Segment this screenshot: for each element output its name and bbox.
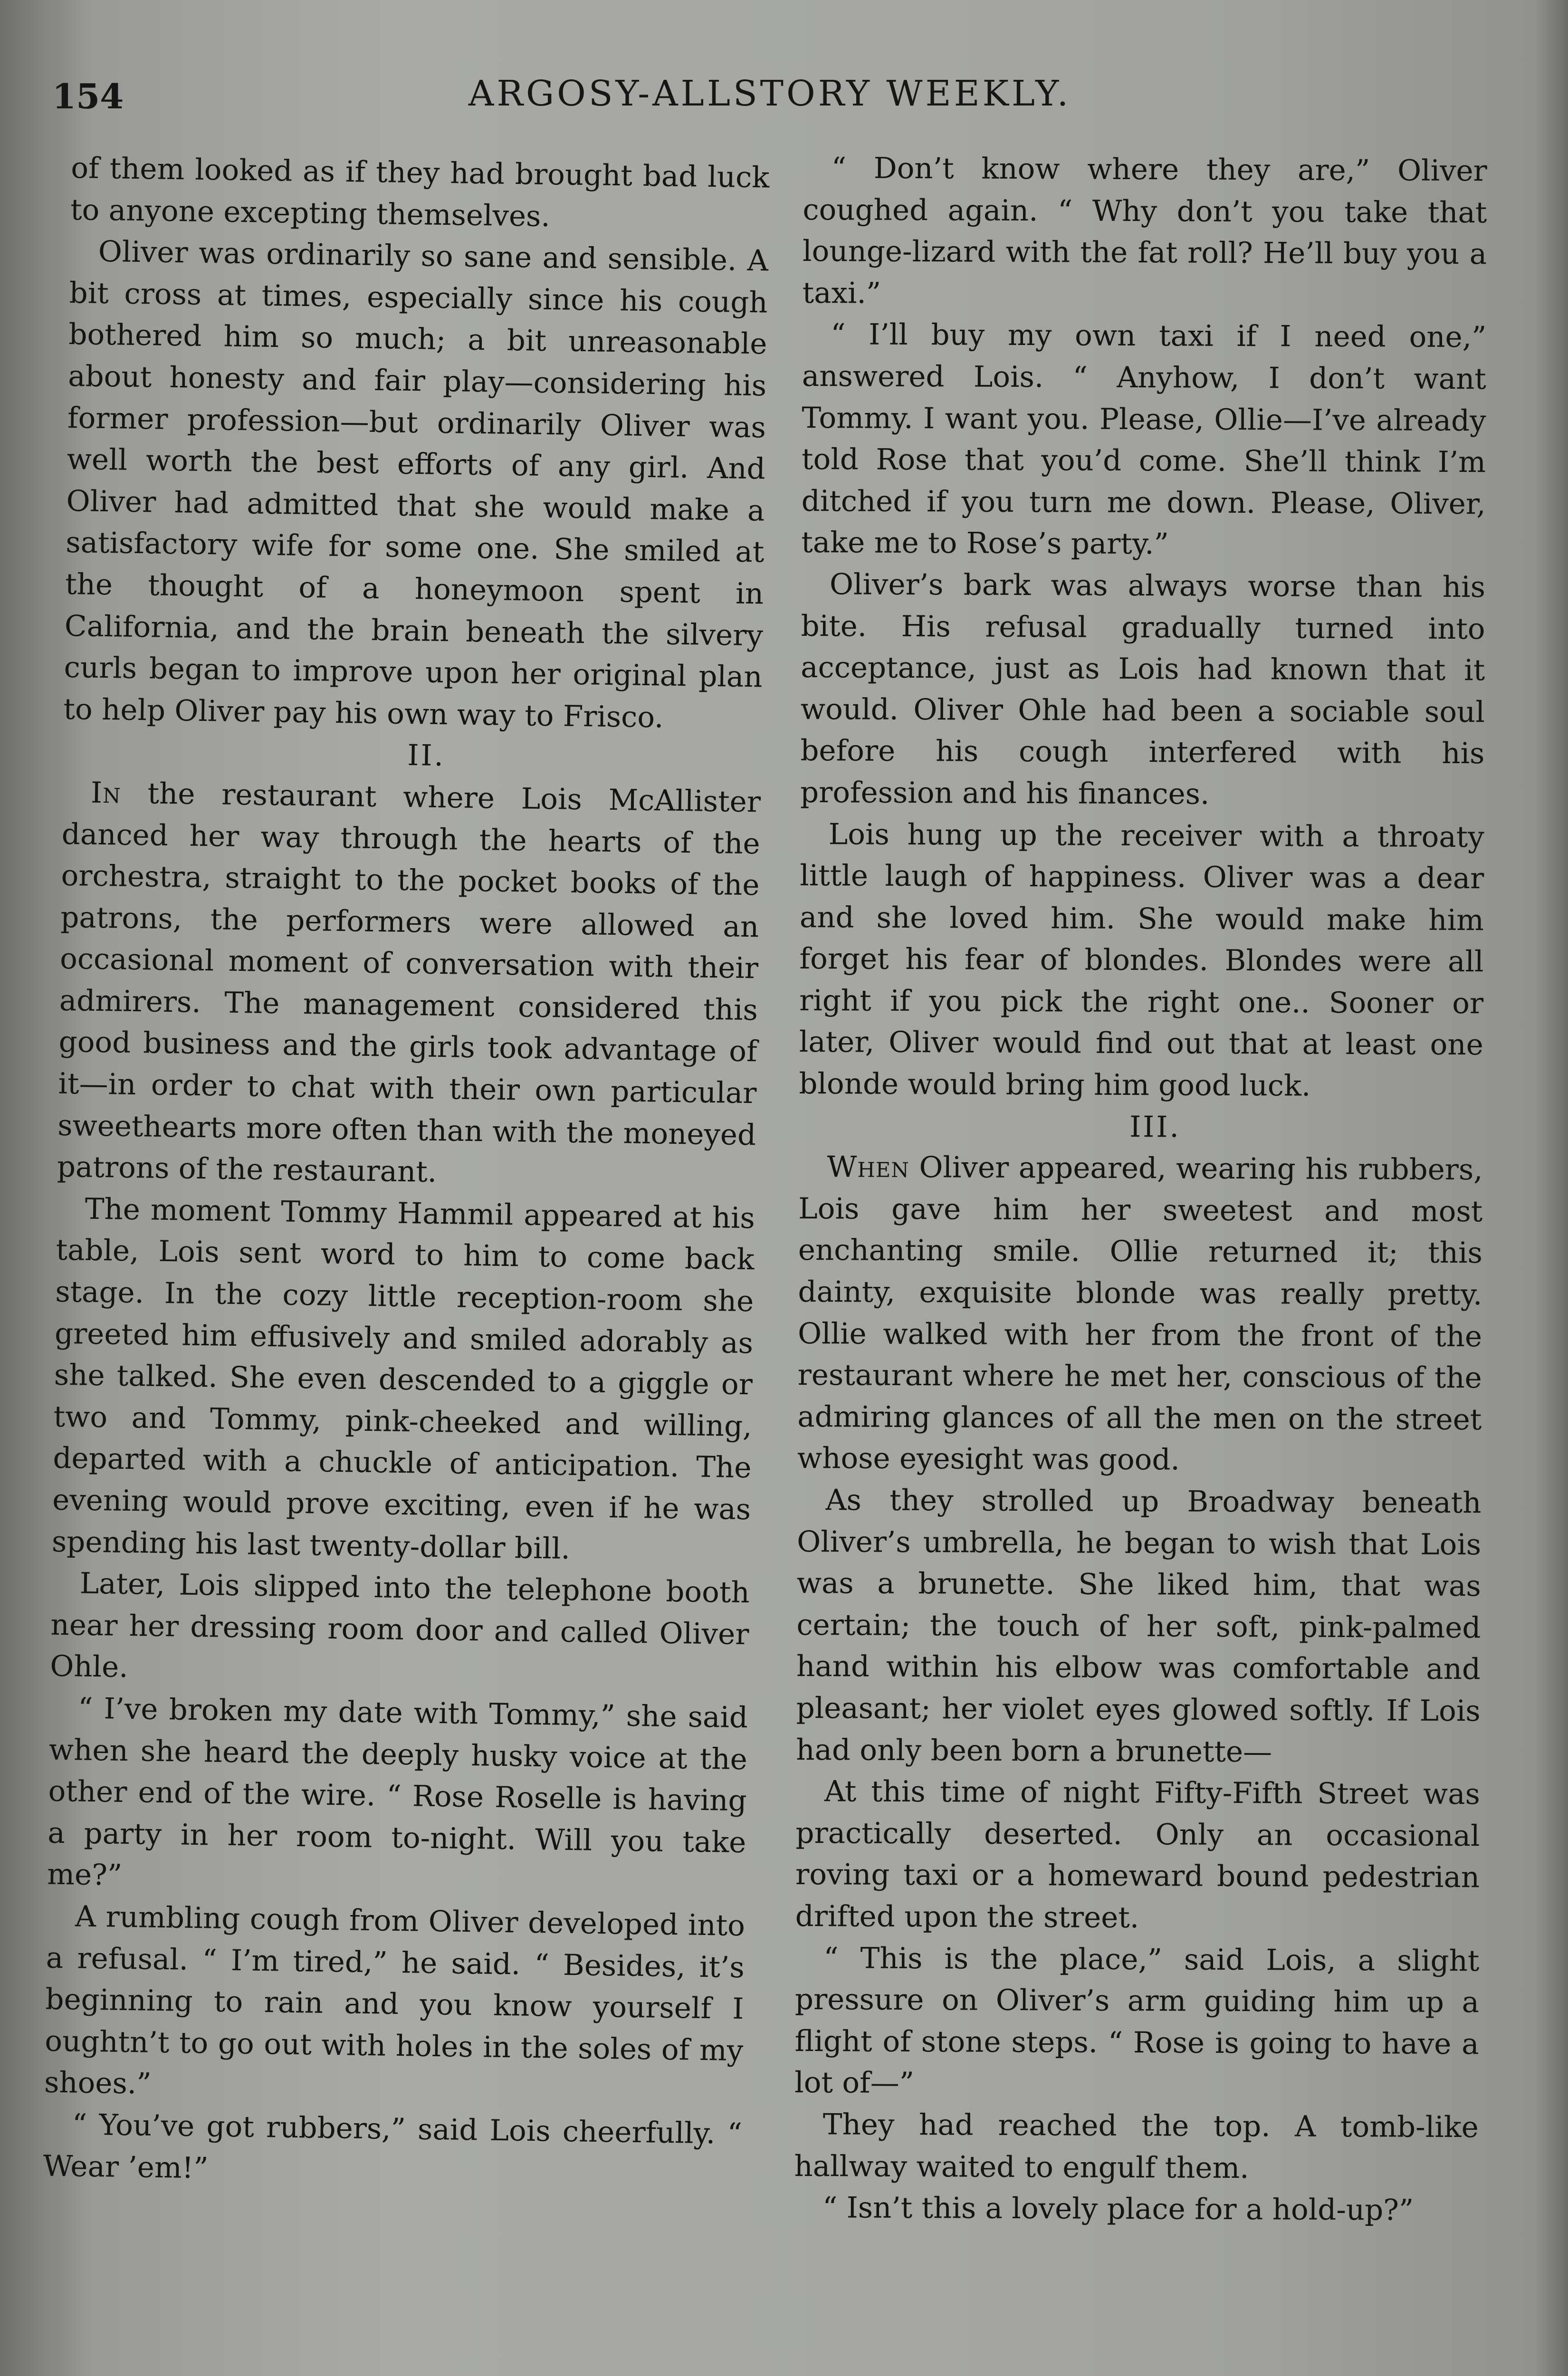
paragraph: At this time of night Fifty-Fifth Street was practically deserted. Only an occasional roving taxi or a homeward bound pedestrian drifted upon the street. <box>795 1774 1481 1935</box>
paragraph: They had reached the top. A tomb-like hallway waited to engulf them. <box>794 2108 1479 2185</box>
lead-word: When <box>827 1150 910 1185</box>
paragraph-text: Oliver appeared, wearing his rubbers, Lois gave him her sweetest and most enchanting smile. Ollie returned it; this dainty, exquisite blonde was really pretty. Ollie walked with her from the front of the restaurant where he met her, conscious of the admiring glances of all the men on the street whose eyesight was good. <box>797 1150 1483 1477</box>
page-number: 154 <box>52 76 124 116</box>
paragraph <box>797 1146 1483 1482</box>
paragraph <box>57 772 761 1198</box>
lead-word: In <box>90 776 122 810</box>
paragraph: Oliver was ordinarily so sane and sensible. A bit cross at times, especially since his cough bothered him so much; a bit unreasonable about honesty and fair play—considering his former profession—but ordinarily Oliver was well worth the best efforts of any girl. And Oliver had admitted that she would make a satisfactory wife for some one. She smiled at the thought of a honeymoon spent in California, and the brain beneath the silvery curls began to improve upon her original plan to help Oliver pay his own way to Frisco. <box>63 235 769 735</box>
paragraph: A rumbling cough from Oliver developed into a refusal. “ I’m tired,” he said. “ Besides, it’s beginning to rain and you know yourself I oughtn’t to go out with holes in the soles of my shoes.” <box>44 1899 746 2101</box>
right-column <box>794 147 1487 2232</box>
paragraph: The moment Tommy Hammil appeared at his table, Lois sent word to him to come back stage. In the cozy little reception-room she greeted him effusively and smiled adorably as she talked. She even descended to a giggle or two and Tommy, pink-cheeked and willing, departed with a chuckle of anticipation. The evening would prove exciting, even if he was spending his last twenty-dollar bill. <box>51 1192 755 1566</box>
paragraph: Lois hung up the receiver with a throaty little laugh of happiness. Oliver was a dear and she loved him. She would make him forget his fear of blondes. Blondes were all right if you pick the right one.. Sooner or later, Oliver would find out that at least one blonde would bring him good luck. <box>799 817 1484 1103</box>
section-heading-iii: III. <box>1129 1110 1181 1144</box>
page-spine-shadow <box>1535 0 1568 2376</box>
section-heading-ii: II. <box>407 738 446 773</box>
paragraph: Later, Lois slipped into the telephone booth near her dressing room door and called Oliver Ohle. <box>49 1566 750 1685</box>
paragraph: “ Don’t know where they are,” Oliver coughed again. “ Why don’t you take that lounge-lizard with the fat roll? He’ll buy you a taxi.” <box>802 151 1487 310</box>
paragraph: “ This is the place,” said Lois, a slight pressure on Oliver’s arm guiding him up a flight of stone steps. “ Rose is going to have a lot of—” <box>794 1941 1480 2100</box>
paragraph: “ I’ve broken my date with Tommy,” she said when she heard the deeply husky voice at the other end of the wire. “ Rose Roselle is having a party in her room to-night. Will you take me?” <box>47 1691 748 1893</box>
paragraph: “ I’ll buy my own taxi if I need one,” answered Lois. “ Anyhow, I don’t want Tommy. I want you. Please, Ollie—I’ve already told Rose that you’d come. She’ll think I’m ditched if you turn me down. Please, Oliver, take me to Rose’s party.” <box>801 317 1487 561</box>
paragraph: of them looked as if they had brought bad luck to anyone excepting themselves. <box>70 151 770 233</box>
paragraph: As they strolled up Broadway beneath Oliver’s umbrella, he began to wish that Lois was a brunette. She liked him, that was certain; the touch of her soft, pink-palmed hand within his elbow was comfortable and pleasant; her violet eyes glowed softly. If Lois had only been born a brunette— <box>796 1483 1482 1769</box>
paragraph-text: the restaurant where Lois McAllister danced her way through the hearts of the orchestra, straight to the pocket books of the patrons, the performers were allowed an occasional moment of conversation with their admirers. The management considered this good business and the girls took advantage of it—in order to chat with their own particular sweethearts more often than with the moneyed patrons of the restaurant. <box>57 776 761 1189</box>
left-column <box>43 147 770 2196</box>
paragraph: Oliver’s bark was always worse than his bite. His refusal gradually turned into acceptance, just as Lois had known that it would. Oliver Ohle had been a sociable soul before his cough interfered with his profession and his finances. <box>800 567 1486 811</box>
paragraph: “ Isn’t this a lovely place for a hold-up?” <box>822 2191 1414 2227</box>
running-title: ARGOSY-ALLSTORY WEEKLY. <box>468 73 1071 114</box>
page-header <box>52 67 1487 124</box>
paragraph: “ You’ve got rubbers,” said Lois cheerfully. “ Wear ’em!” <box>43 2108 743 2185</box>
